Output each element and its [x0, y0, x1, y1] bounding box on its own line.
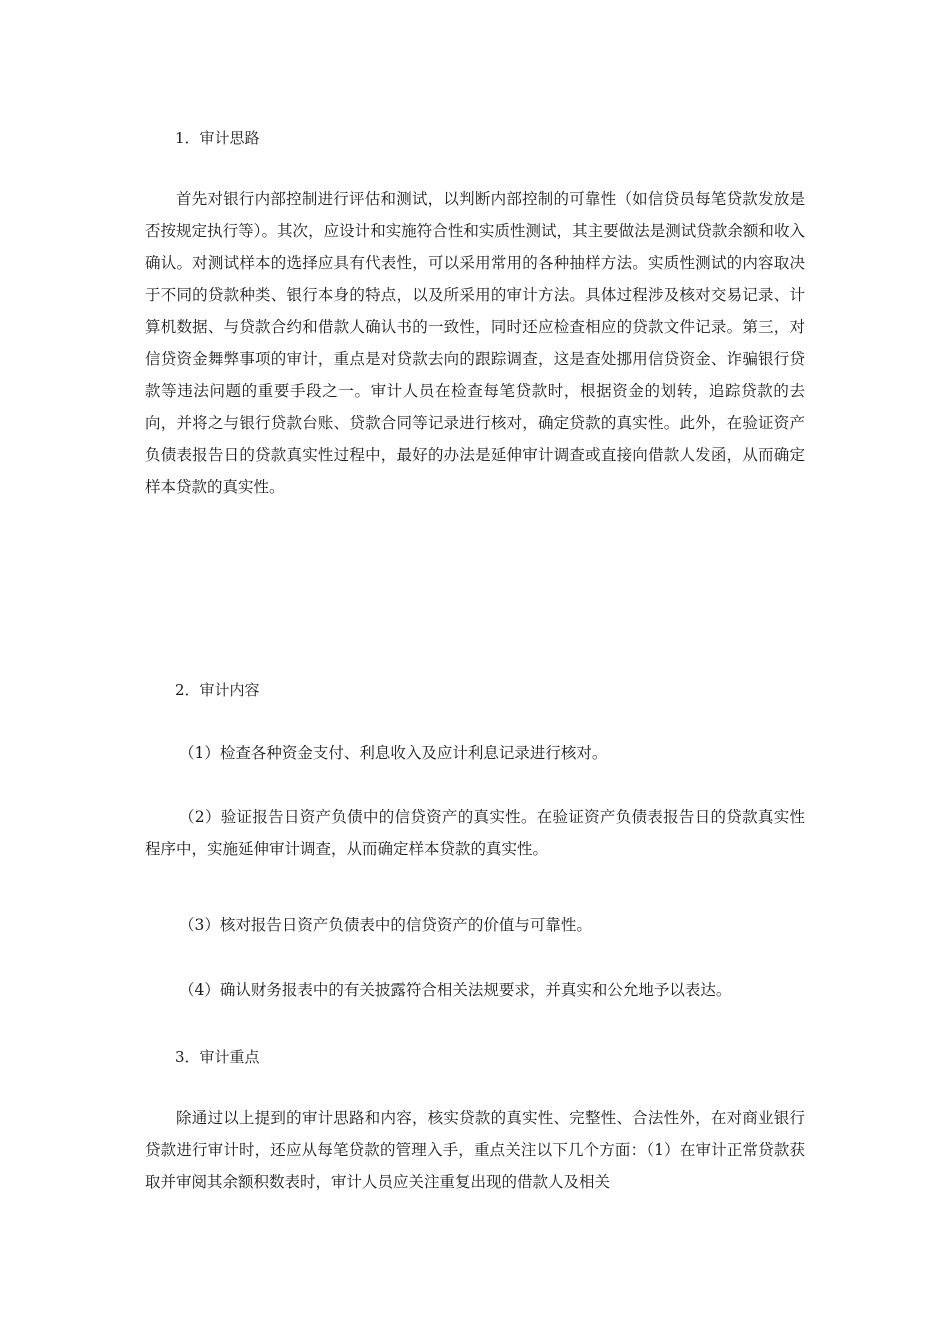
section-1-heading: 1．审计思路: [175, 129, 260, 147]
section-3-paragraph: 除通过以上提到的审计思路和内容，核实贷款的真实性、完整性、合法性外，在对商业银行贷款进行审计时，还应从每笔贷款的管理入手，重点关注以下几个方面：（1）在审计正常贷款获取并审阅其余额积数表时，审计人员应关注重复出现的借款人及相关: [145, 1109, 805, 1191]
section-2-item-3: （3）核对报告日资产负债表中的信贷资产的价值与可靠性。: [179, 916, 592, 934]
section-2-item-2: （2）验证报告日资产负债中的信贷资产的真实性。在验证资产负债表报告日的贷款真实性程序中，实施延伸审计调查，从而确定样本贷款的真实性。: [145, 808, 805, 858]
section-3-heading: 3．审计重点: [175, 1048, 260, 1066]
section-2-heading: 2．审计内容: [175, 681, 260, 699]
section-1-paragraph: 首先对银行内部控制进行评估和测试，以判断内部控制的可靠性（如信贷员每笔贷款发放是否按规定执行等）。其次，应设计和实施符合性和实质性测试，其主要做法是测试贷款余额和收入确认。对测试样本的选择应具有代表性，可以采用常用的各种抽样方法。实质性测试的内容取决于不同的贷款种类、银行本身的特点，以及所采用的审计方法。具体过程涉及核对交易记录、计算机数据、与贷款合约和借款人确认书的一致性，同时还应检查相应的贷款文件记录。第三，对信贷资金舞弊事项的审计，重点是对贷款去向的跟踪调查，这是查处挪用信贷资金、诈骗银行贷款等违法问题的重要手段之一。审计人员在检查每笔贷款时，根据资金的划转，追踪贷款的去向，并将之与银行贷款台账、贷款合同等记录进行核对，确定贷款的真实性。此外，在验证资产负债表报告日的贷款真实性过程中，最好的办法是延伸审计调查或直接向借款人发函，从而确定样本贷款的真实性。: [145, 190, 805, 496]
section-2-item-1: （1）检查各种资金支付、利息收入及应计利息记录进行核对。: [179, 744, 608, 762]
section-2-item-4: （4）确认财务报表中的有关披露符合相关法规要求，并真实和公允地予以表达。: [179, 981, 732, 999]
